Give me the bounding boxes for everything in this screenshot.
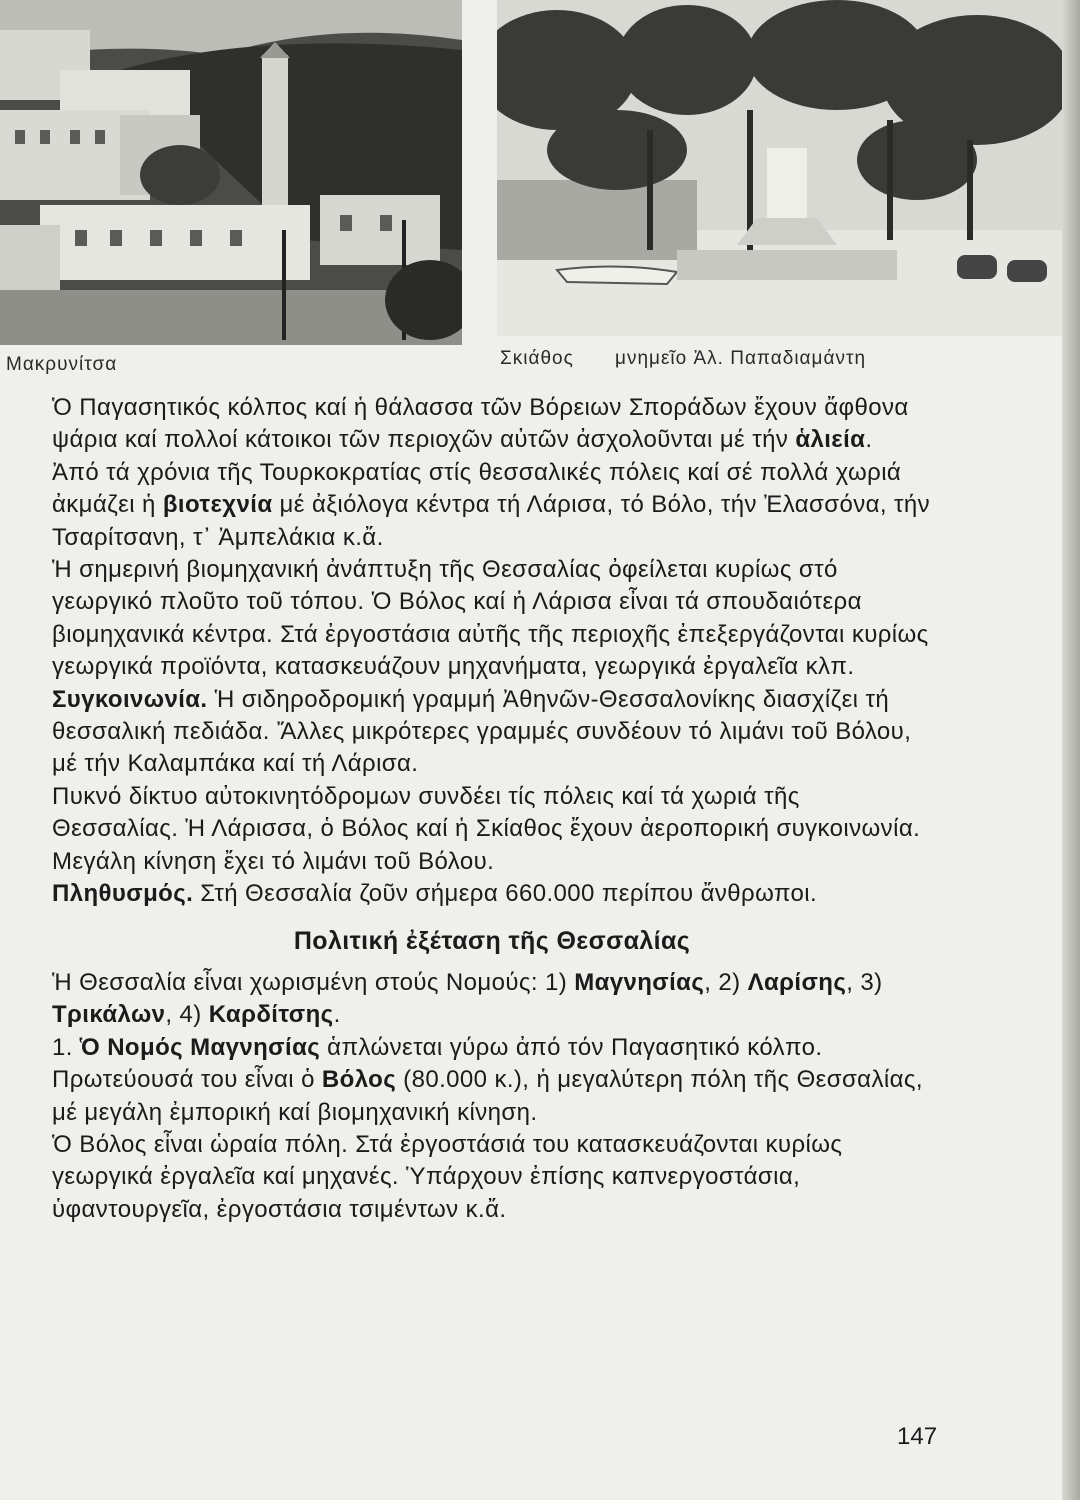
paragraph-industry: Ἡ σημερινή βιομηχανική ἀνάπτυξη τῆς Θεσσαλίας ὀφείλεται κυρίως στό γεωργικό πλοῦτο τοῦ τόπου. Ὁ Βόλος καί ἡ Λάρισα εἶναι τά σπουδαιότερα βιομηχανικά κέντρα. Στά ἐργοστάσια αὐτῆς τῆς περιοχῆς ἐπεξεργάζονται κυρίως γεωργικά προϊόντα, κατασκευάζουν μηχανήματα, γεωργικά ἐργαλεῖα κλπ. — [52, 556, 929, 681]
term-karditsa: Καρδίτσης — [208, 1001, 334, 1029]
text-run: Ὁ Παγασητικός κόλπος καί ἡ θάλασσα τῶν Βόρειων Σποράδων ἔχουν ἄφθονα ψάρια καί πολλοί κάτοικοι τῶν περιοχῶν αὐτῶν ἀσχολοῦνται μέ τήν — [52, 394, 909, 454]
paragraph-volos: Ὁ Βόλος εἶναι ὡραία πόλη. Στά ἐργοστάσιά του κατασκευάζονται κυρίως γεωργικά ἐργαλεῖα καί μηχανές. Ὑπάρχουν ἐπίσης καπνεργοστάσια, ὑφαντουργεῖα, ἐργοστάσια τσιμέντων κ.ἄ. — [52, 1130, 843, 1223]
paragraph-transport — [52, 684, 932, 781]
paragraph-crafts — [52, 457, 932, 554]
term-volos: Βόλος — [321, 1066, 397, 1094]
text-run: (80.000 κ.), ἡ μεγαλύτερη πόλη τῆς Θεσσαλίας, μέ μεγάλη ἐμπορική καί βιομηχανική κίνηση. — [52, 1066, 923, 1126]
paragraph-fishing — [52, 392, 932, 457]
page-number: 147 — [897, 1423, 938, 1450]
caption-monument: μνημεῖο Ἀλ. Παπαδιαμάντη — [615, 348, 867, 369]
term-magnesia: Μαγνησίας — [574, 968, 705, 996]
term-transport: Συγκοινωνία. — [52, 685, 208, 713]
section-heading: Πολιτική ἐξέταση τῆς Θεσσαλίας — [293, 926, 691, 955]
text-run: μέ ἀξιόλογα κέντρα τή Λάρισα, τό Βόλο, τήν Ἐλασσόνα, τήν Τσαρίτσανη, τ᾽ Ἀμπελάκια κ.ἄ. — [52, 491, 931, 551]
text-run: Ἡ σιδηροδρομική γραμμή Ἀθηνῶν-Θεσσαλονίκης διασχίζει τή θεσσαλική πεδιάδα. Ἄλλες μικρότερες γραμμές συνδέουν τό λιμάνι τοῦ Βόλου, μέ τήν Καλαμπάκα καί τή Λάρισα. — [52, 685, 912, 778]
term-crafts: βιοτεχνία — [162, 491, 273, 519]
paragraph-magnesia — [52, 1032, 932, 1129]
text-run: , 2) — [704, 968, 748, 996]
text-run: , 4) — [165, 1001, 209, 1029]
text-run: Ἡ Θεσσαλία εἶναι χωρισμένη στούς Νομούς: 1) — [52, 968, 575, 996]
caption-makrynitsa: Μακρυνίτσα — [6, 354, 118, 375]
text-run: ἁπλώνεται γύρω ἀπό τόν Παγασητικό κόλπο. Πρωτεύουσά του εἶναι ὁ — [52, 1033, 823, 1094]
text-run: Ἀπό τά χρόνια τῆς Τουρκοκρατίας στίς θεσσαλικές πόλεις καί σέ πολλά χωριά ἀκμάζει ἡ — [52, 458, 902, 519]
paragraph-roads: Πυκνό δίκτυο αὐτοκινητόδρομων συνδέει τίς πόλεις καί τά χωριά τῆς Θεσσαλίας. Ἡ Λάρισσα, ὁ Βόλος καί ἡ Σκίαθος ἔχουν ἀεροπορική συγκοινωνία. Μεγάλη κίνηση ἔχει τό λιμάνι τοῦ Βόλου. — [52, 782, 921, 875]
text-run: , 3) — [846, 968, 883, 996]
term-trikala: Τρικάλων — [52, 1001, 166, 1029]
text-run: 1. — [52, 1033, 80, 1061]
paragraph-population — [52, 878, 932, 910]
page-edge — [1062, 0, 1080, 1500]
paragraph-prefectures — [52, 967, 932, 1032]
text-run: . — [333, 1001, 341, 1029]
photo-skiathos-monument — [497, 0, 1062, 336]
body-text — [52, 392, 932, 1226]
caption-skiathos: Σκιάθος — [500, 348, 574, 369]
photo-makrynitsa — [0, 0, 462, 345]
term-fishing: ἁλιεία — [795, 426, 866, 454]
term-magnesia-prefecture: Ὁ Νομός Μαγνησίας — [79, 1033, 321, 1061]
text-run: Στή Θεσσαλία ζοῦν σήμερα 660.000 περίπου ἄνθρωποι. — [193, 880, 818, 908]
term-population: Πληθυσμός. — [52, 880, 194, 908]
text-run: . — [865, 426, 873, 454]
term-larisa: Λαρίσης — [747, 968, 847, 996]
